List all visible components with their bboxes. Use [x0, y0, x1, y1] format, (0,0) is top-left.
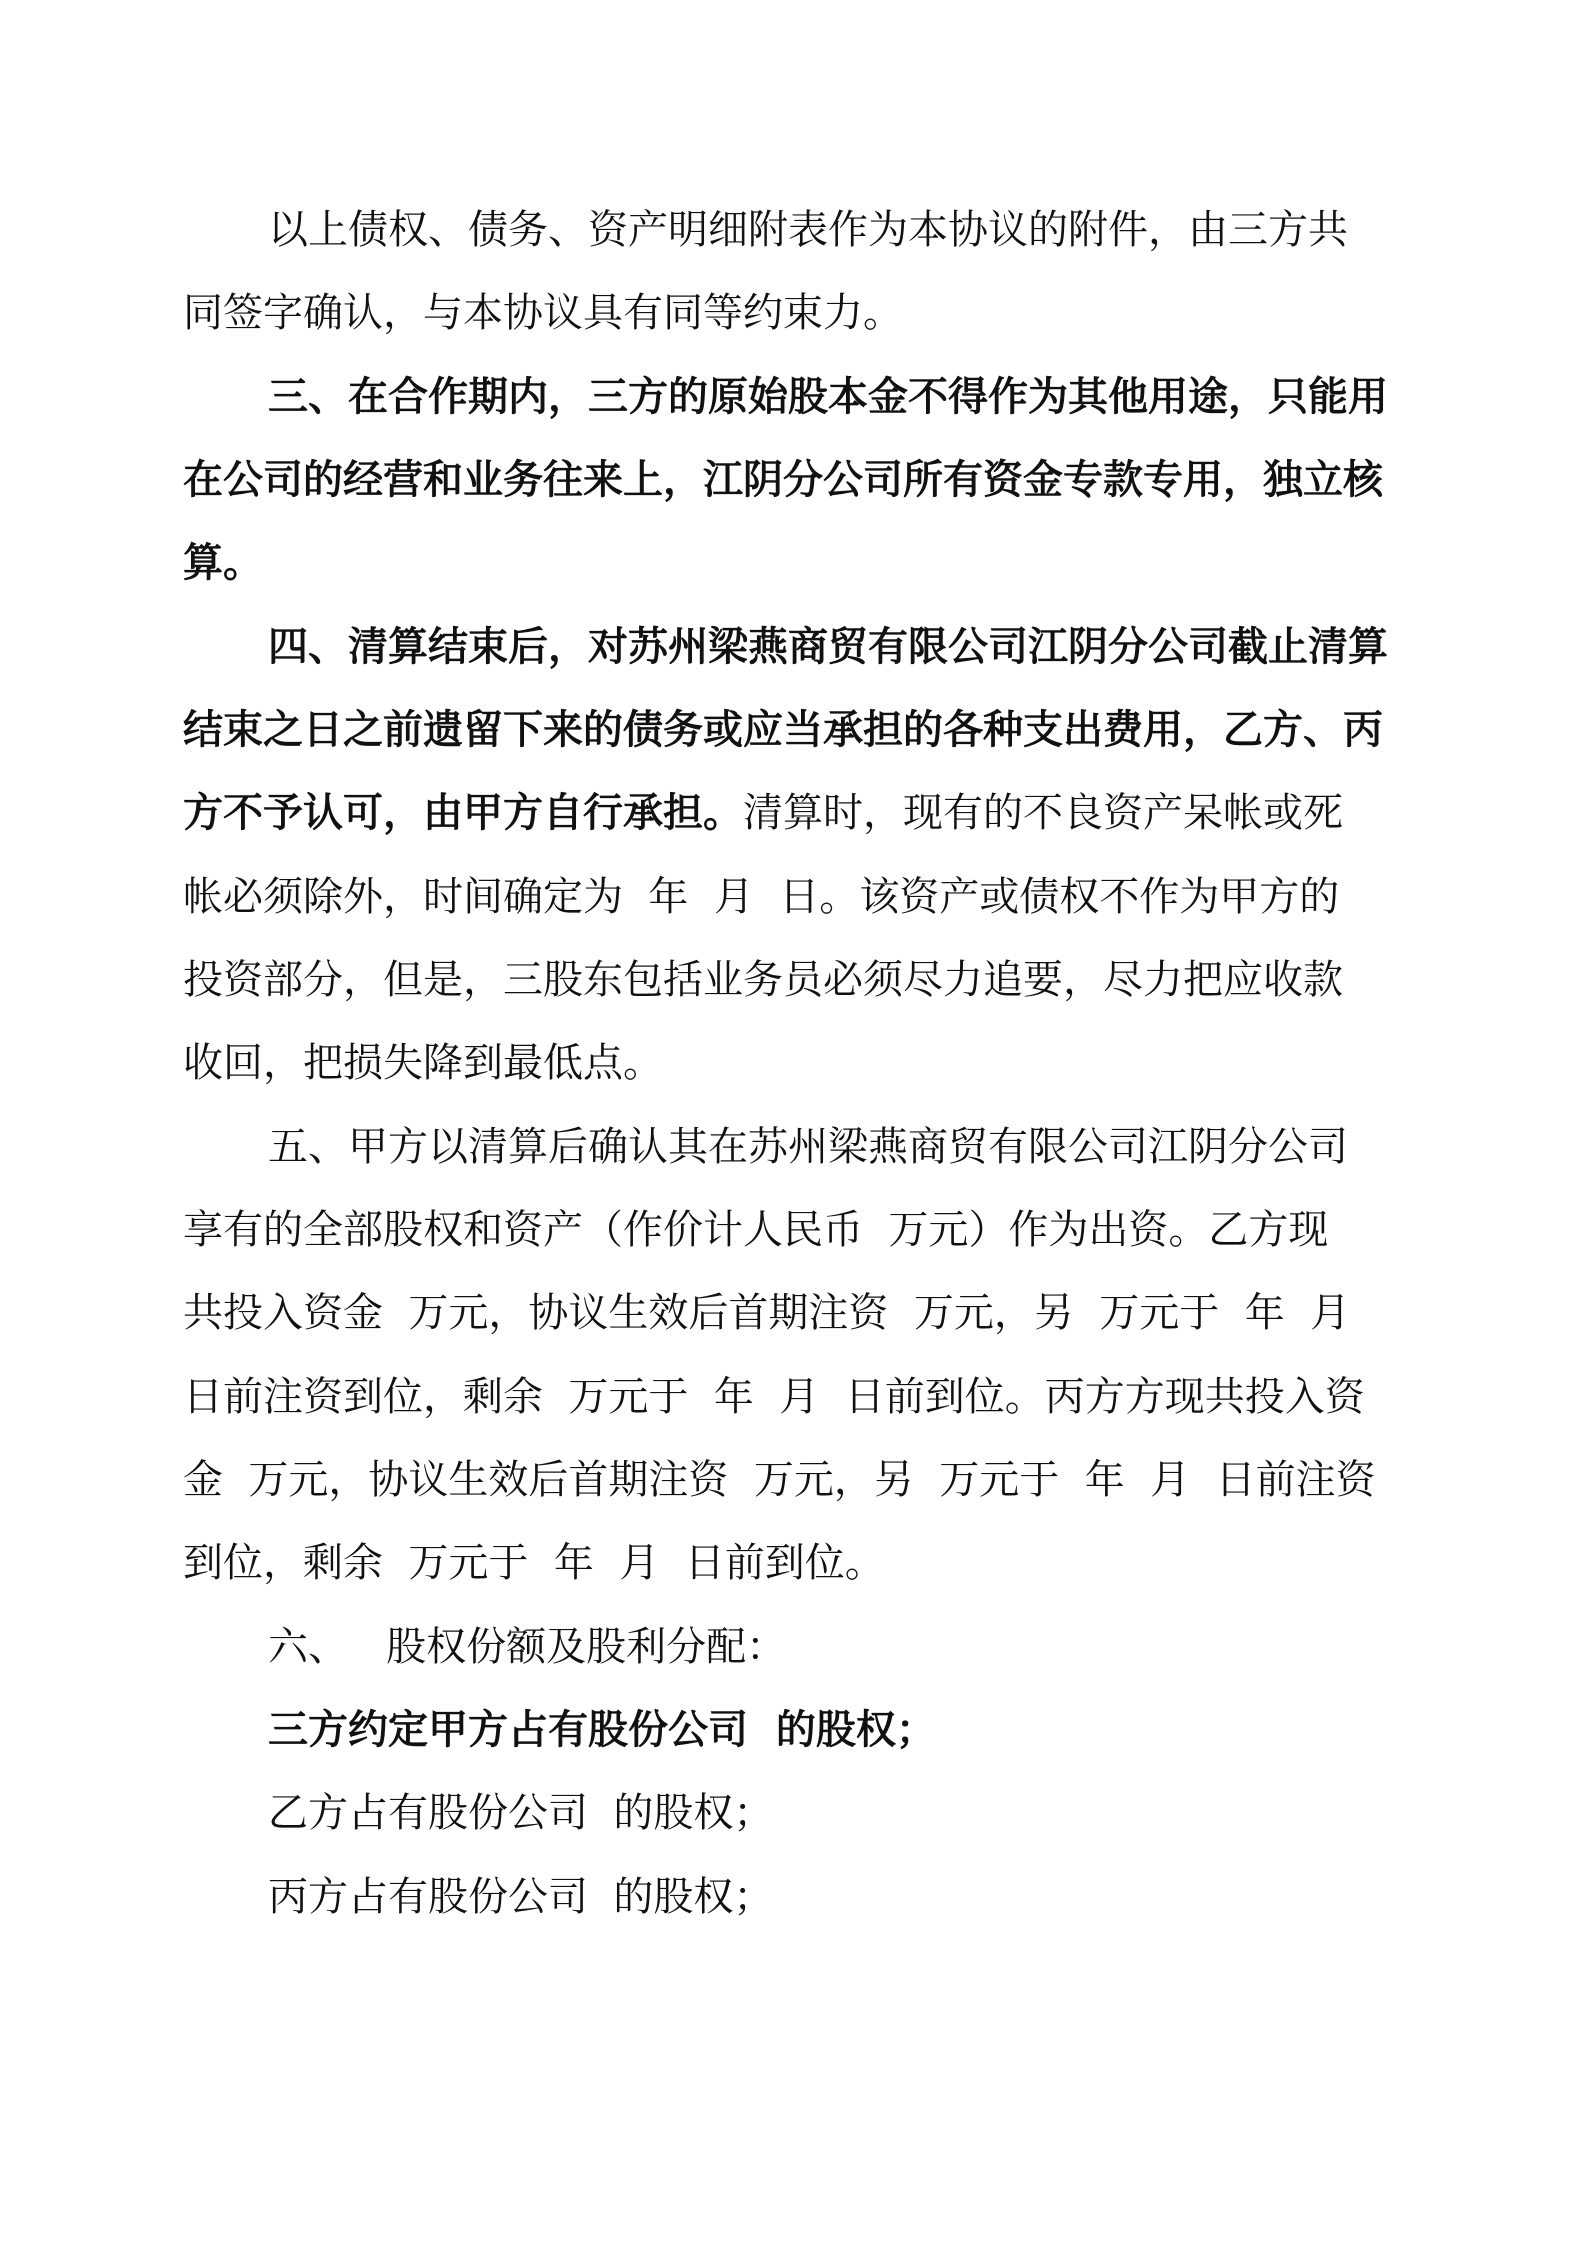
clause-5-line: 金 万元，协议生效后首期注资 万元，另 万元于 年 月 日前注资 [183, 1457, 1376, 1503]
clause-4-line: 方不予认可，由甲方自行承担。 [183, 790, 743, 836]
clause-4-line: 四、清算结束后，对苏州梁燕商贸有限公司江阴分公司截止清算 [268, 624, 1388, 670]
paragraph-line: 同签字确认，与本协议具有同等约束力。 [183, 290, 903, 336]
clause-5-line: 共投入资金 万元，协议生效后首期注资 万元，另 万元于 年 月 [183, 1290, 1351, 1336]
clause-4-line: 投资部分，但是，三股东包括业务员必须尽力追要，尽力把应收款 [183, 957, 1343, 1003]
clause-3-line: 三、在合作期内，三方的原始股本金不得作为其他用途，只能用 [268, 374, 1388, 420]
clause-3-line: 算。 [183, 540, 263, 586]
clause-3-line: 在公司的经营和业务往来上，江阴分公司所有资金专款专用，独立核 [183, 457, 1383, 503]
share-line-party-c: 丙方占有股份公司 的股权； [268, 1874, 774, 1920]
clause-4-line: 帐必须除外，时间确定为 年 月 日。该资产或债权不作为甲方的 [183, 874, 1340, 920]
clause-4-line: 清算时，现有的不良资产呆帐或死 [743, 790, 1343, 836]
clause-5-line: 日前注资到位，剩余 万元于 年 月 日前到位。丙方方现共投入资 [183, 1374, 1365, 1420]
clause-6-heading: 六、 股权份额及股利分配： [268, 1624, 787, 1670]
clause-5-line: 到位，剩余 万元于 年 月 日前到位。 [183, 1540, 885, 1586]
clause-5-line: 五、甲方以清算后确认其在苏州梁燕商贸有限公司江阴分公司 [268, 1124, 1348, 1170]
paragraph-line: 以上债权、债务、资产明细附表作为本协议的附件，由三方共 [268, 207, 1348, 253]
share-line-party-a: 三方约定甲方占有股份公司 的股权； [268, 1707, 936, 1753]
share-line-party-b: 乙方占有股份公司 的股权； [268, 1790, 774, 1836]
clause-4-line: 收回，把损失降到最低点。 [183, 1040, 663, 1086]
clause-4-line: 结束之日之前遗留下来的债务或应当承担的各种支出费用，乙方、丙 [183, 707, 1383, 753]
clause-5-line: 享有的全部股权和资产（作价计人民币 万元）作为出资。乙方现 [183, 1207, 1329, 1253]
